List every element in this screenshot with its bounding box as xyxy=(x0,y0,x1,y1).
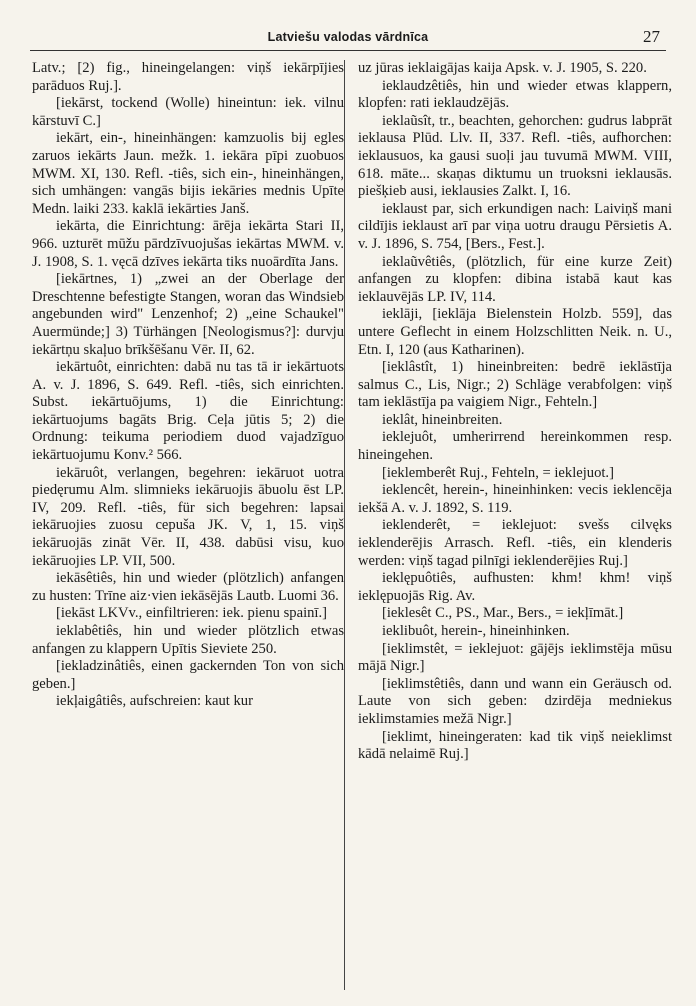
left-column xyxy=(32,60,344,711)
dictionary-entry: iekāruôt, verlangen, begehren: iekāruot uotra piedęrumu Alm. slimnieks iekāruojis ābuolu ēst LP. IV, 209. Refl. -tiês, für sich begehren: lapsai iekāruojies zuosu cepuša JK. V, 1, 15. viņš iekāruojās zināt Vēr. II, 438. dabūsi visu, kuo iekāruojies LP. VII, 500. xyxy=(32,464,344,569)
dictionary-entry: ieklibuôt, herein-, hineinhinken. xyxy=(382,623,570,639)
dictionary-entry: [iekladzinâtiês, einen gackernden Ton von sich geben.] xyxy=(32,658,344,692)
dictionary-entry: [ieklimstêt, = ieklejuot: gājējs ieklimstēja mūsu mājā Nigr.] xyxy=(358,640,672,675)
column-divider xyxy=(344,60,345,990)
dictionary-entry: [ieklimstêtiês, dann und wann ein Geräusch od. Laute von sich geben: dzirdēja medniekus ieklimstamies mežā Nigr.] xyxy=(358,675,672,727)
dictionary-entry: ieklencêt, herein-, hineinhinken: vecis ieklencēja iekšā A. v. J. 1892, S. 119. xyxy=(358,482,672,516)
dictionary-entry: ieklaudzêtiês, hin und wieder etwas klappern, klopfen: rati ieklaudzējās. xyxy=(358,77,672,112)
dictionary-entry: [iekārst, tockend (Wolle) hineintun: iek. vilnu kārstuvī C.] xyxy=(32,95,344,129)
dictionary-entry: ieklāji, [ieklāja Bielenstein Holzb. 559], das untere Geflecht in einem Holzschlitten Neik. n. U., Etn. I, 120 (aus Katharinen). xyxy=(358,306,672,358)
running-title: Latviešu valodas vārdnīca xyxy=(267,30,429,44)
dictionary-entry: [iekārtnes, 1) „zwei an der Oberlage der Dreschtenne befestigte Stangen, woran das Windsieb angebunden wird" Lenzenhof; 2) „eine Schaukel" Auermünde;] 3) Türhängen [Neologismus?]: durvju iekārtņu skaļuo brīkšēšanu Vēr. II, 62. xyxy=(32,271,344,358)
dictionary-entry: ieklabêtiês, hin und wieder plötzlich etwas anfangen zu klappern Upītis Sieviete 250. xyxy=(32,623,344,657)
page-number: 27 xyxy=(643,27,660,46)
dictionary-entry: [ieklesêt C., PS., Mar., Bers., = iekļīmāt.] xyxy=(382,605,624,622)
dictionary-entry: [ieklâstît, 1) hineinbreiten: bedrē ieklāstīja salmus C., Lis, Nigr.; 2) Schläge verabfolgen: viņš tam ieklāstīja pa vaigiem Nigr., Fehteln.] xyxy=(358,359,672,411)
dictionary-entry: ieklejuôt, umherirrend hereinkommen resp. hineingehen. xyxy=(358,429,672,464)
dictionary-entry: iekārtuôt, einrichten: dabā nu tas tā ir iekārtuots A. v. J. 1896, S. 649. Refl. -tiês, sich einrichten. Subst. iekārtuōjums, 1) die Einrichtung: iekārtuojums bagāts Brig. Ceļa jūtis 5; 2) die Ordnung: teikuma periodiem duod vajadzīguo iekārtuojumu Konv.² 566. xyxy=(32,359,344,464)
dictionary-entry: ieklaũsît, tr., beachten, gehorchen: gudrus labprāt ieklausa Plūd. Llv. II, 337. Refl. -tiês, aufhorchen: ieklausuos, ka gausi suoļi jau tuvumā MWM. VIII, 618. māte... skaņas diktumu un truoksni ieklausās. piešķieb ausi, ieklausies Zalkt. I, 16. xyxy=(358,112,672,200)
dictionary-entry: iekārta, die Einrichtung: ārēja iekārta Stari II, 966. uzturēt mūžu pārdzīvuojušas iekārtas MWM. v. J. 1908, S. 1. vęcā dzīves iekārta tiks nuoārdīta Jans. xyxy=(32,218,344,270)
dictionary-entry: iekāsêtiês, hin und wieder (plötzlich) anfangen zu husten: Trīne aiz·vien iekāsējās Lautb. Luomi 36. xyxy=(32,570,344,604)
dictionary-entry: ieklępuôtiês, aufhusten: khm! khm! viņš ieklępuojās Rig. Av. xyxy=(358,570,672,604)
dictionary-entry: ieklaũvêtiês, (plötzlich, für eine kurze Zeit) anfangen zu klopfen: dibina istabā kaut kas ieklauvējās LP. IV, 114. xyxy=(358,253,672,305)
page-header xyxy=(0,0,696,52)
dictionary-entry: ieklât, hineinbreiten. xyxy=(382,411,503,428)
dictionary-entry: [iekāst LKVv., einfiltrieren: iek. pienu spainī.] xyxy=(56,605,327,622)
header-rule xyxy=(30,50,666,51)
dictionary-entry: iekļaigâtiês, aufschreien: kaut kur xyxy=(56,693,253,710)
right-column xyxy=(358,60,672,764)
dictionary-entry: ieklenderêt, = ieklejuot: svešs cilvęks ieklenderējis Arrasch. Refl. -tiês, ein klenderis werden: viņš tagad pilnīgi ieklenderējies Ruj.] xyxy=(358,517,672,569)
dictionary-entry: ieklaust par, sich erkundigen nach: Laiviņš mani cildījis ieklaust arī par viņa uotru draugu Pērsietis A. v. J. 1896, S. 754, [Bers., Fest.]. xyxy=(358,200,672,252)
dictionary-entry: [ieklimt, hineingeraten: kad tik viņš neieklimst kādā nelaimē Ruj.] xyxy=(358,728,672,763)
dictionary-entry: Latv.; [2) fig., hineingelangen: viņš iekārpījies parāduos Ruj.]. xyxy=(32,60,344,94)
dictionary-entry: uz jūras ieklaigājas kaija Apsk. v. J. 1905, S. 220. xyxy=(358,60,647,76)
dictionary-entry: [ieklemberêt Ruj., Fehteln, = ieklejuot.] xyxy=(382,464,614,481)
dictionary-entry: iekārt, ein-, hineinhängen: kamzuolis bij egles zaruos iekārts Jaun. mežk. 1. iekāra pīpi zuobuos MWM. XI, 130. Refl. -tiês, sich ein-, hineinhängen, sich umhängen: vangās bijis iekāries mednis Upīte Medn. laiki 233. kaklā iekārties Janš. xyxy=(32,130,344,217)
